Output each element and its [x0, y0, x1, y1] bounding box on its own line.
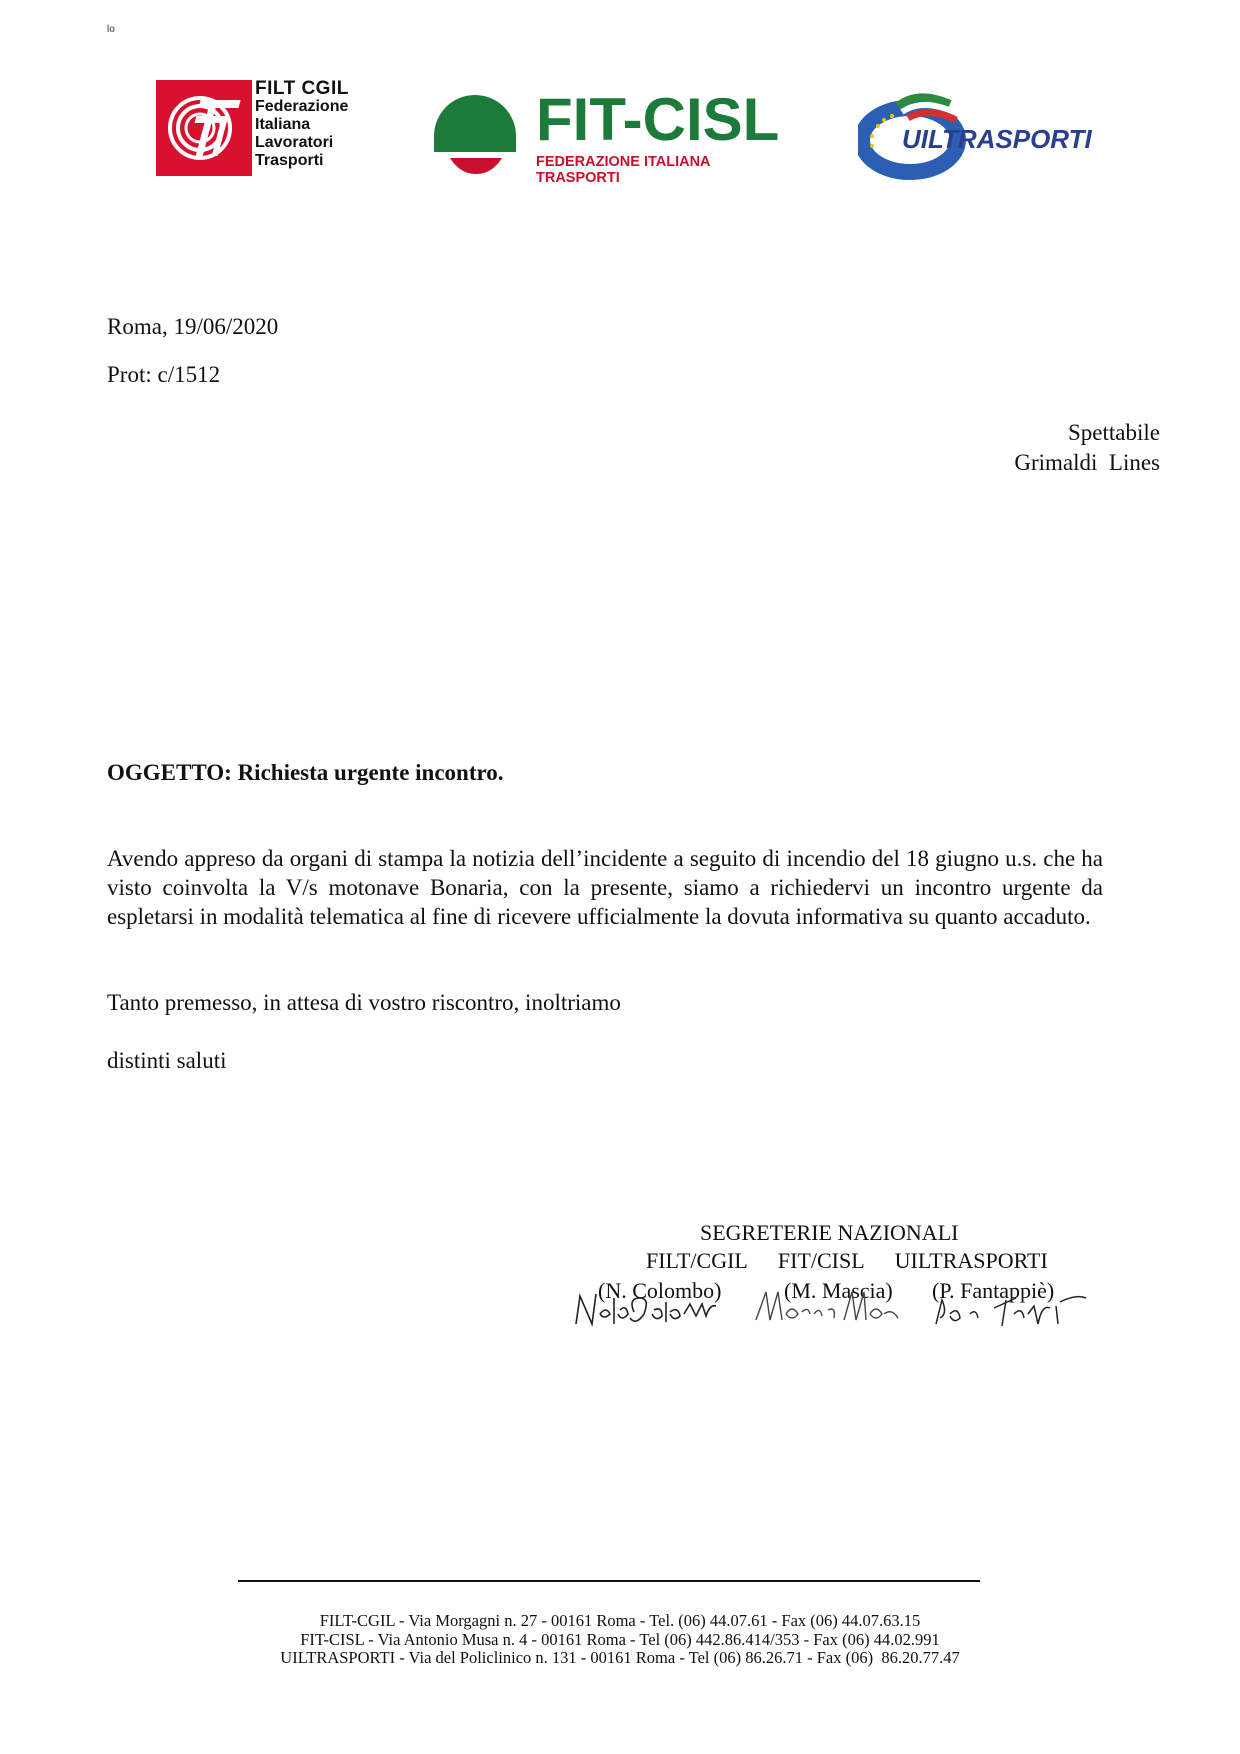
- letter-closing: Tanto premesso, in attesa di vostro riscontro, inoltriamo: [107, 990, 621, 1015]
- footer-divider: [238, 1580, 980, 1582]
- uiltrasporti-logo: [858, 86, 1128, 182]
- footer-addresses: [0, 1612, 1240, 1668]
- filt-logo-line: Federazione: [255, 98, 349, 115]
- signature-name: (N. Colombo): [598, 1278, 722, 1303]
- recipient-line: Grimaldi Lines: [1014, 450, 1160, 475]
- fit-cisl-logo: [432, 86, 782, 186]
- filt-logo-text: [255, 80, 349, 170]
- footer-line: FILT-CGIL - Via Morgagni n. 27 - 00161 Roma - Tel. (06) 44.07.61 - Fax (06) 44.07.63.15: [319, 1611, 921, 1630]
- footer-line: UILTRASPORTI - Via del Policlinico n. 131 - 00161 Roma - Tel (06) 86.26.71 - Fax (06) 86.20.77.47: [280, 1648, 960, 1667]
- signature-org: UILTRASPORTI: [894, 1248, 1048, 1273]
- signature-org: FIT/CISL: [777, 1248, 865, 1273]
- filt-logo-line: Lavoratori: [255, 134, 334, 151]
- handwritten-signature-colombo: [570, 1284, 720, 1332]
- uiltrasporti-title: UILTRASPORTI: [902, 124, 1092, 154]
- signatures-orgs: [646, 1248, 1048, 1274]
- signature-name: (M. Mascia): [784, 1278, 893, 1303]
- letter-greeting: distinti saluti: [107, 1048, 227, 1073]
- filt-cgil-logo: [156, 80, 352, 176]
- filt-logo-line: Italiana: [255, 116, 311, 133]
- recipient-line: Spettabile: [1068, 420, 1160, 445]
- letter-subject: OGGETTO: Richiesta urgente incontro.: [107, 760, 504, 785]
- filt-logo-line: Trasporti: [255, 152, 324, 169]
- footer-line: FIT-CISL - Via Antonio Musa n. 4 - 00161 Roma - Tel (06) 442.86.414/353 - Fax (06) 44.02.991: [300, 1629, 940, 1649]
- letter-body: Avendo appreso da organi di stampa la notizia dell’incidente a seguito di incendio del 18 giugno u.s. che ha visto coinvolta la V/s motonave Bonaria, con la presente, siamo a richiedervi un incontro urgente da espletarsi in modalità telematica al fine di ricevere ufficialmente la dovuta informativa su quanto accaduto.: [107, 846, 1103, 929]
- filt-logo-line: FILT CGIL: [255, 78, 349, 99]
- letter-date: Roma, 19/06/2020: [107, 314, 279, 339]
- recipient-block: [1014, 418, 1160, 478]
- protocol-number: Prot: c/1512: [107, 362, 221, 387]
- handwritten-signature-mascia: [752, 1284, 902, 1334]
- corner-mark: lo: [107, 24, 115, 35]
- fit-cisl-title: FIT-CISL: [536, 86, 780, 153]
- fit-cisl-subtitle: FEDERAZIONE ITALIANA TRASPORTI: [536, 154, 710, 186]
- handwritten-signature-fantappie: [930, 1284, 1090, 1332]
- filt-emblem-icon: [156, 80, 252, 176]
- signatures-title: SEGRETERIE NAZIONALI: [700, 1220, 959, 1245]
- fit-cisl-emblem-icon: [432, 92, 518, 178]
- signature-org: FILT/CGIL: [646, 1248, 748, 1273]
- signature-name: (P. Fantappiè): [932, 1278, 1055, 1303]
